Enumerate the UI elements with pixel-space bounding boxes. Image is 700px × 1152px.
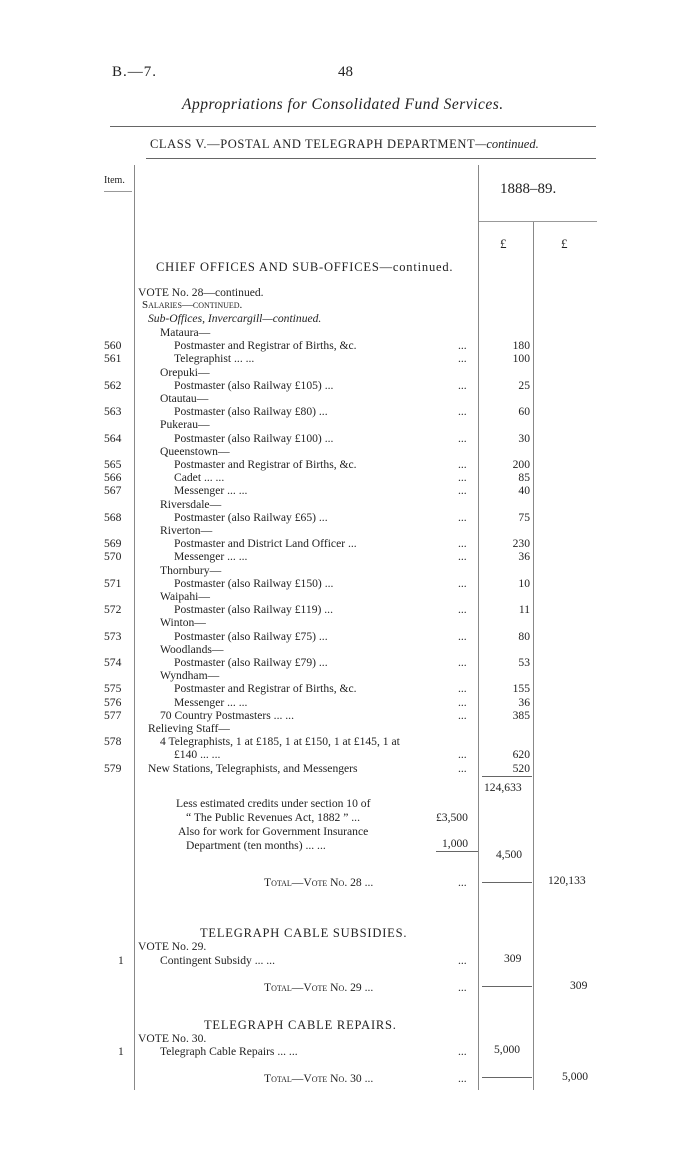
item-number: 578 [104,735,122,749]
item-amount: 53 [518,656,530,669]
item-number: 579 [104,761,122,775]
table-row [0,366,700,380]
item-description: Waipahi— [160,590,210,603]
class-title [150,137,539,152]
item-number: 570 [104,550,122,564]
item-description: Otautau— [160,392,209,405]
item-description: Postmaster (also Railway £75) ... [174,629,328,643]
leader-dots: ... [458,458,467,471]
leader-dots: ... [458,603,467,617]
vote-29-item-dots: ... [458,954,467,967]
subtotal-amount: 124,633 [484,781,522,794]
section-heading-cable-repairs: TELEGRAPH CABLE REPAIRS. [204,1018,397,1032]
total-vote-30-dots: ... [458,1072,467,1085]
item-description: Telegraphist ... ... [174,352,255,366]
item-number: 576 [104,695,122,709]
item-description: Postmaster and District Land Officer ... [174,537,357,551]
table-row [0,432,700,446]
leader-dots: ... [458,378,467,392]
leader-dots: ... [458,656,467,669]
table-row [0,643,700,657]
vote-30-item-amount: 5,000 [494,1043,521,1056]
item-amount: 200 [512,458,530,471]
credits-amount-1: £3,500 [436,811,468,824]
item-description: Messenger ... ... [174,484,248,498]
credits-line-3: Also for work for Government Insurance [178,825,369,838]
leader-dots: ... [458,550,467,564]
leader-dots: ... [458,748,467,762]
section-heading-text: CHIEF OFFICES AND SUB-OFFICES—continued. [156,260,454,274]
credits-line-2: “ The Public Revenues Act, 1882 ” ... [186,811,360,824]
item-amount: 30 [518,431,530,445]
leader-dots: ... [458,510,467,524]
leader-dots: ... [458,576,467,590]
item-number: 571 [104,576,122,590]
table-row [0,696,700,710]
total-vote-29-label: Total—Vote No. 29 ... [264,981,374,994]
item-amount: 100 [512,352,530,366]
item-number: 577 [104,708,122,722]
total-vote-28-label: Total—Vote No. 28 ... [264,876,374,889]
table-row [0,682,700,696]
leader-dots: ... [458,761,467,775]
item-number: 567 [104,484,122,498]
section-heading-chief-offices [156,260,453,275]
item-description: Postmaster (also Railway £79) ... [174,656,328,669]
table-row [0,762,700,776]
item-number: 562 [104,378,122,392]
total-vote-29-dots: ... [458,981,467,994]
item-amount: 11 [518,603,530,617]
salaries-heading: Salaries—continued. [142,299,243,311]
page-title: Appropriations for Consolidated Fund Services. [182,96,504,113]
total-vote-30-label: Total—Vote No. 30 ... [264,1072,374,1085]
item-number: 564 [104,431,122,445]
leader-dots: ... [458,431,467,445]
item-amount: 620 [512,748,530,762]
item-description: Postmaster and Registrar of Births, &c. [174,339,357,353]
table-row [0,550,700,564]
section-heading-cable-subsidies: TELEGRAPH CABLE SUBSIDIES. [200,926,408,940]
item-description: Messenger ... ... [174,695,248,709]
item-amount: 36 [518,695,530,709]
table-row [0,577,700,591]
item-description: £140 ... ... [174,748,221,762]
item-description: Postmaster (also Railway £105) ... [174,378,334,392]
item-description: Postmaster (also Railway £119) ... [174,603,333,617]
item-number: 575 [104,682,122,696]
item-amount: 10 [518,576,530,590]
table-row [0,722,700,736]
table-row [0,669,700,683]
year-header: 1888–89. [500,181,557,197]
table-row [0,418,700,432]
item-description: Postmaster (also Railway £100) ... [174,431,334,445]
table-row [0,458,700,472]
item-description: Woodlands— [160,642,224,656]
class-rule [146,158,596,159]
table-row [0,616,700,630]
total-vote-28-amount: 120,133 [548,874,586,887]
item-amount: 155 [512,682,530,696]
table-row [0,484,700,498]
leader-dots: ... [458,405,467,419]
leader-dots: ... [458,471,467,485]
item-amount: 40 [518,484,530,498]
item-description: New Stations, Telegraphists, and Messengers [148,761,358,775]
item-description: Postmaster (also Railway £150) ... [174,576,334,590]
vote-30-item-dots: ... [458,1045,467,1058]
item-description: Queenstown— [160,444,230,458]
item-number: 568 [104,510,122,524]
subtotal-rule [482,776,532,777]
item-amount: 230 [512,537,530,551]
document-code: B.—7. [112,64,158,80]
item-description: 4 Telegraphists, 1 at £185, 1 at £150, 1 at £145, 1 at [160,735,400,749]
item-amount: 36 [518,550,530,564]
table-row [0,537,700,551]
leader-dots: ... [458,682,467,696]
top-rule [110,126,596,127]
vote-29-item-amount: 309 [504,952,522,965]
table-row [0,339,700,353]
class-title-main: CLASS V.—POSTAL AND TELEGRAPH DEPARTMENT [150,137,476,151]
table-row [0,445,700,459]
item-description: Orepuki— [160,365,210,379]
item-amount: 180 [512,339,530,353]
item-description: 70 Country Postmasters ... ... [160,708,294,722]
item-description: Cadet ... ... [174,471,225,485]
total-vote-28-dots: ... [458,876,467,889]
table-row [0,405,700,419]
table-row [0,656,700,670]
item-number: 565 [104,458,122,471]
leader-dots: ... [458,352,467,366]
table-row [0,379,700,393]
item-number: 569 [104,537,122,551]
vote-29-item-number: 1 [118,954,124,967]
item-description: Postmaster (also Railway £65) ... [174,510,328,524]
item-number: 560 [104,339,122,353]
vote-30-item-number: 1 [118,1045,124,1058]
item-description: Thornbury— [160,563,222,577]
item-description: Wyndham— [160,669,220,683]
item-description: Pukerau— [160,418,210,432]
item-amount: 75 [518,510,530,524]
item-amount: 385 [512,708,530,722]
item-description: Postmaster and Registrar of Births, &c. [174,458,357,471]
total-28-rule [482,882,532,883]
pound-header-1: £ [500,236,507,251]
table-row [0,326,700,340]
total-vote-29-amount: 309 [570,979,588,992]
table-row [0,590,700,604]
item-number: 572 [104,603,122,617]
leader-dots: ... [458,708,467,722]
vote-30-heading: VOTE No. 30. [138,1032,207,1045]
credits-amount-2: 1,000 [442,837,469,850]
credits-line-4: Department (ten months) ... ... [186,839,326,852]
vote-30-item-desc: Telegraph Cable Repairs ... ... [160,1045,298,1058]
item-description: Postmaster and Registrar of Births, &c. [174,682,357,696]
total-30-rule [482,1077,532,1078]
item-description: Riversdale— [160,497,222,511]
item-column-header: Item. [104,175,125,186]
table-row [0,748,700,762]
leader-dots: ... [458,695,467,709]
leader-dots: ... [458,537,467,551]
item-number: 566 [104,471,122,485]
item-number: 574 [104,656,122,669]
vote-28-heading: VOTE No. 28—continued. [138,286,264,299]
table-row [0,392,700,406]
credits-total: 4,500 [496,848,523,861]
item-description: Postmaster (also Railway £80) ... [174,405,328,419]
credits-rule [436,851,478,852]
pound-header-2: £ [561,236,568,251]
table-row [0,352,700,366]
year-rule [479,221,597,222]
item-number: 561 [104,352,122,366]
table-row [0,498,700,512]
table-row [0,471,700,485]
table-row [0,709,700,723]
table-row [0,735,700,749]
leader-dots: ... [458,629,467,643]
table-row [0,603,700,617]
credits-line-1: Less estimated credits under section 10 of [176,797,371,810]
item-number: 573 [104,629,122,643]
vote-29-item-desc: Contingent Subsidy ... ... [160,954,275,967]
total-29-rule [482,986,532,987]
total-vote-30-amount: 5,000 [562,1070,589,1083]
item-amount: 520 [512,761,530,775]
item-amount: 85 [518,471,530,485]
table-row [0,564,700,578]
leader-dots: ... [458,484,467,498]
item-rule [104,191,132,192]
suboffices-heading: Sub-Offices, Invercargill—continued. [148,312,322,325]
item-description: Winton— [160,616,206,630]
item-amount: 60 [518,405,530,419]
item-description: Mataura— [160,326,211,339]
page-number: 48 [338,64,353,80]
item-description: Relieving Staff— [148,722,230,735]
item-description: Riverton— [160,524,213,537]
item-description: Messenger ... ... [174,550,248,564]
table-row [0,630,700,644]
item-amount: 80 [518,629,530,643]
leader-dots: ... [458,339,467,353]
vote-29-heading: VOTE No. 29. [138,940,207,953]
table-row [0,511,700,525]
class-title-cont: —continued. [475,137,539,151]
item-amount: 25 [518,378,530,392]
table-row [0,524,700,538]
item-number: 563 [104,405,122,419]
